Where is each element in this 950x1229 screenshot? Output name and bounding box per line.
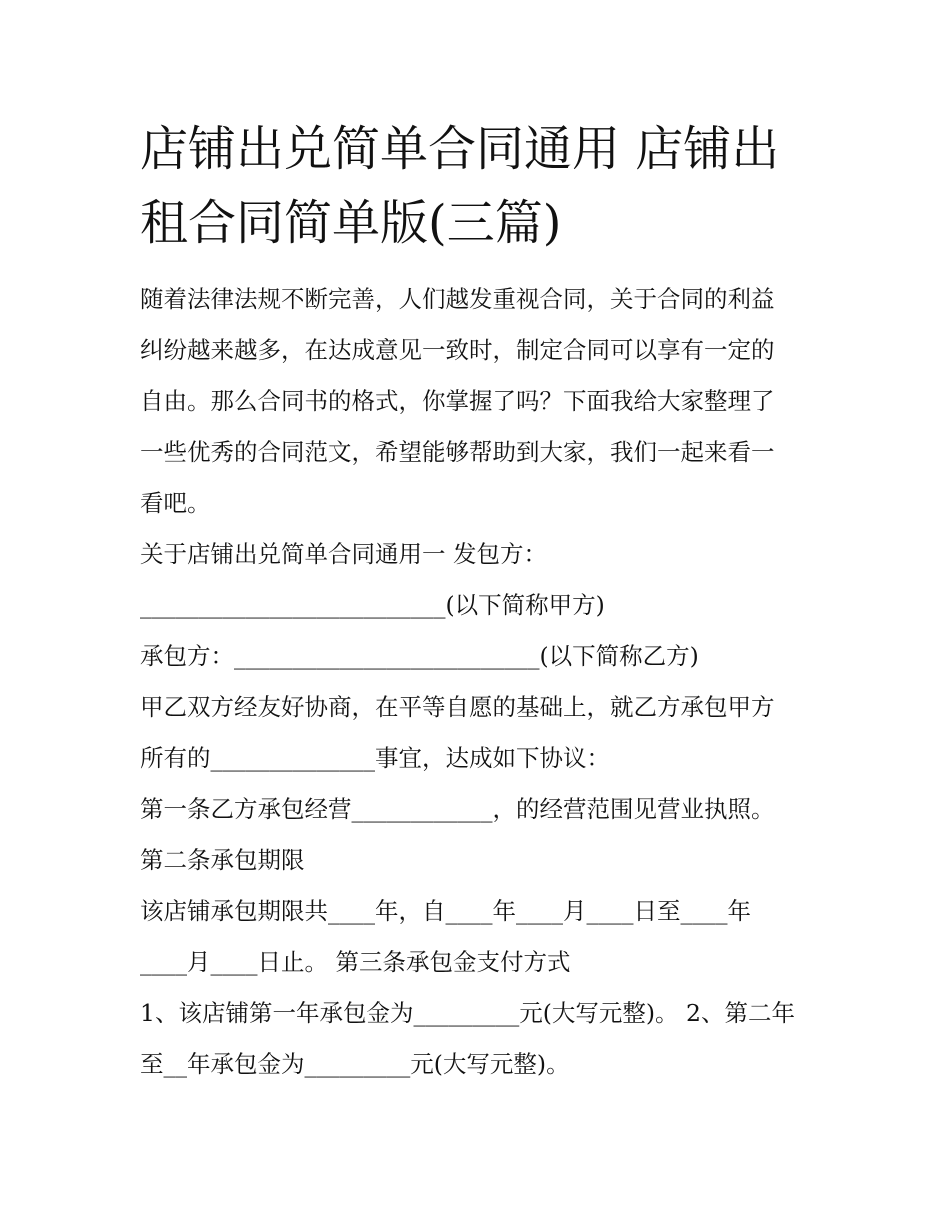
- body-line: 看吧。: [140, 489, 211, 517]
- body-line: 一些优秀的合同范文，希望能够帮助到大家，我们一起来看一: [140, 438, 775, 466]
- body-line: ____月____日止。 第三条承包金支付方式: [140, 948, 571, 976]
- body-line: 关于店铺出兑简单合同通用一 发包方：: [140, 540, 547, 568]
- body-line: 承包方：__________________________(以下简称乙方): [140, 642, 699, 670]
- document-title: [140, 112, 820, 260]
- document-body: [140, 274, 820, 1090]
- body-line: 所有的______________事宜，达成如下协议：: [140, 744, 610, 772]
- body-line: 第一条乙方承包经营____________，的经营范围见营业执照。: [140, 795, 775, 823]
- title-line: 租合同简单版(三篇): [140, 195, 562, 251]
- body-line: 纠纷越来越多，在达成意见一致时，制定合同可以享有一定的: [140, 336, 775, 364]
- body-line: 甲乙双方经友好协商，在平等自愿的基础上，就乙方承包甲方: [140, 693, 775, 721]
- body-line: 至__年承包金为_________元(大写元整)。: [140, 1050, 570, 1078]
- body-line: 第二条承包期限: [140, 846, 305, 874]
- body-line: __________________________(以下简称甲方): [140, 591, 605, 619]
- body-line: 自由。那么合同书的格式，你掌握了吗？下面我给大家整理了: [140, 387, 775, 415]
- document-page: [140, 112, 820, 1090]
- body-line: 1、该店铺第一年承包金为_________元(大写元整)。 2、第二年: [140, 999, 795, 1027]
- body-line: 随着法律法规不断完善，人们越发重视合同，关于合同的利益: [140, 285, 775, 313]
- title-line: 店铺出兑简单合同通用 店铺出: [140, 121, 780, 177]
- body-line: 该店铺承包期限共____年，自____年____月____日至____年: [140, 897, 751, 925]
